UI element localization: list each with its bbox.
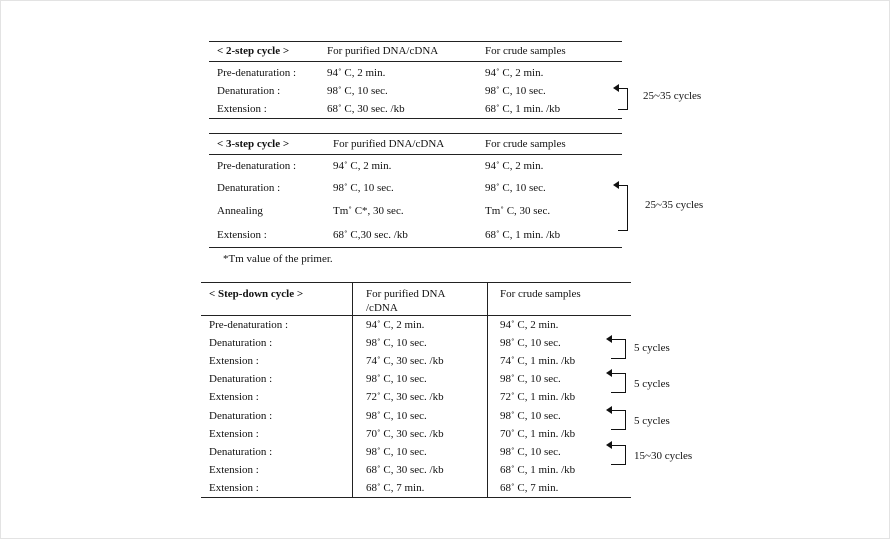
three-step-row-0-purified: 94˚ C, 2 min. — [333, 160, 392, 172]
step-down-row-6-crude: 70˚ C, 1 min. /kb — [500, 428, 576, 440]
three-step-row-1-purified: 98˚ C, 10 sec. — [333, 182, 394, 194]
step-down-col-purified-line1: For purified DNA — [366, 288, 446, 300]
three-step-col-crude: For crude samples — [485, 138, 566, 150]
step-down-row-5-crude: 98˚ C, 10 sec. — [500, 410, 561, 422]
step-down-row-3-purified: 98˚ C, 10 sec. — [366, 373, 427, 385]
three-step-cycle-bracket — [618, 185, 628, 231]
three-step-title: < 3-step cycle > — [217, 138, 290, 150]
two-step-row-0-purified: 94˚ C, 2 min. — [327, 67, 386, 79]
two-step-row-0-crude: 94˚ C, 2 min. — [485, 67, 544, 79]
step-down-arrow-2-icon — [606, 369, 612, 377]
two-step-top-rule — [209, 41, 622, 42]
three-step-row-3-purified: 68˚ C,30 sec. /kb — [333, 229, 408, 241]
step-down-bracket-4 — [611, 445, 626, 465]
three-step-row-2-crude: Tm˚ C, 30 sec. — [485, 205, 551, 217]
three-step-row-0-step: Pre-denaturation : — [217, 160, 297, 172]
three-step-cycle-label: 25~35 cycles — [645, 199, 704, 211]
step-down-row-0-crude: 94˚ C, 2 min. — [500, 319, 559, 331]
three-step-row-3-step: Extension : — [217, 229, 267, 241]
two-step-row-2-purified: 68˚ C, 30 sec. /kb — [327, 103, 405, 115]
step-down-row-6-step: Extension : — [209, 428, 259, 440]
step-down-row-8-purified: 68˚ C, 30 sec. /kb — [366, 464, 444, 476]
three-step-row-2-purified: Tm˚ C*, 30 sec. — [333, 205, 404, 217]
step-down-bracket-2 — [611, 373, 626, 393]
two-step-col-crude: For crude samples — [485, 45, 566, 57]
two-step-cycle-bracket — [618, 88, 628, 110]
step-down-row-9-purified: 68˚ C, 7 min. — [366, 482, 425, 494]
step-down-row-1-crude: 98˚ C, 10 sec. — [500, 337, 561, 349]
two-step-row-1-purified: 98˚ C, 10 sec. — [327, 85, 388, 97]
step-down-row-2-step: Extension : — [209, 355, 259, 367]
two-step-row-1-crude: 98˚ C, 10 sec. — [485, 85, 546, 97]
step-down-top-rule — [201, 282, 631, 283]
step-down-cycle-label-1: 5 cycles — [634, 342, 670, 354]
step-down-row-7-crude: 98˚ C, 10 sec. — [500, 446, 561, 458]
step-down-row-9-crude: 68˚ C, 7 min. — [500, 482, 559, 494]
step-down-bracket-3 — [611, 410, 626, 430]
step-down-arrow-1-icon — [606, 335, 612, 343]
three-step-cycle-arrow-icon — [613, 181, 619, 189]
three-step-row-2-step: Annealing — [217, 205, 263, 217]
step-down-row-1-purified: 98˚ C, 10 sec. — [366, 337, 427, 349]
step-down-row-8-step: Extension : — [209, 464, 259, 476]
three-step-row-0-crude: 94˚ C, 2 min. — [485, 160, 544, 172]
two-step-title: < 2-step cycle > — [217, 45, 290, 57]
step-down-row-4-step: Extension : — [209, 391, 259, 403]
step-down-col-crude: For crude samples — [500, 288, 581, 300]
two-step-cycle-label: 25~35 cycles — [643, 90, 702, 102]
step-down-header-rule — [201, 315, 631, 316]
step-down-bottom-rule — [201, 497, 631, 498]
step-down-row-3-crude: 98˚ C, 10 sec. — [500, 373, 561, 385]
step-down-title: < Step-down cycle > — [209, 288, 304, 300]
step-down-row-7-step: Denaturation : — [209, 446, 273, 458]
step-down-col-purified-line2: /cDNA — [366, 302, 398, 314]
two-step-cycle-arrow-icon — [613, 84, 619, 92]
step-down-bracket-1 — [611, 339, 626, 359]
two-step-bottom-rule — [209, 118, 622, 119]
step-down-row-9-step: Extension : — [209, 482, 259, 494]
three-step-row-1-step: Denaturation : — [217, 182, 281, 194]
step-down-row-5-step: Denaturation : — [209, 410, 273, 422]
two-step-row-2-crude: 68˚ C, 1 min. /kb — [485, 103, 561, 115]
step-down-row-8-crude: 68˚ C, 1 min. /kb — [500, 464, 576, 476]
three-step-row-3-crude: 68˚ C, 1 min. /kb — [485, 229, 561, 241]
step-down-row-7-purified: 98˚ C, 10 sec. — [366, 446, 427, 458]
three-step-header-rule — [209, 154, 622, 155]
step-down-row-2-purified: 74˚ C, 30 sec. /kb — [366, 355, 444, 367]
step-down-row-4-crude: 72˚ C, 1 min. /kb — [500, 391, 576, 403]
two-step-row-0-step: Pre-denaturation : — [217, 67, 297, 79]
step-down-arrow-4-icon — [606, 441, 612, 449]
three-step-top-rule — [209, 133, 622, 134]
three-step-bottom-rule — [209, 247, 622, 248]
step-down-cycle-label-2: 5 cycles — [634, 378, 670, 390]
three-step-footnote: *Tm value of the primer. — [223, 253, 333, 265]
step-down-row-6-purified: 70˚ C, 30 sec. /kb — [366, 428, 444, 440]
two-step-row-2-step: Extension : — [217, 103, 267, 115]
two-step-row-1-step: Denaturation : — [217, 85, 281, 97]
three-step-row-1-crude: 98˚ C, 10 sec. — [485, 182, 546, 194]
step-down-row-3-step: Denaturation : — [209, 373, 273, 385]
step-down-row-2-crude: 74˚ C, 1 min. /kb — [500, 355, 576, 367]
two-step-col-purified: For purified DNA/cDNA — [327, 45, 439, 57]
step-down-row-1-step: Denaturation : — [209, 337, 273, 349]
step-down-cycle-label-4: 15~30 cycles — [634, 450, 693, 462]
step-down-arrow-3-icon — [606, 406, 612, 414]
step-down-row-5-purified: 98˚ C, 10 sec. — [366, 410, 427, 422]
three-step-col-purified: For purified DNA/cDNA — [333, 138, 445, 150]
step-down-row-0-purified: 94˚ C, 2 min. — [366, 319, 425, 331]
step-down-row-4-purified: 72˚ C, 30 sec. /kb — [366, 391, 444, 403]
two-step-header-rule — [209, 61, 622, 62]
step-down-cycle-label-3: 5 cycles — [634, 415, 670, 427]
step-down-row-0-step: Pre-denaturation : — [209, 319, 289, 331]
